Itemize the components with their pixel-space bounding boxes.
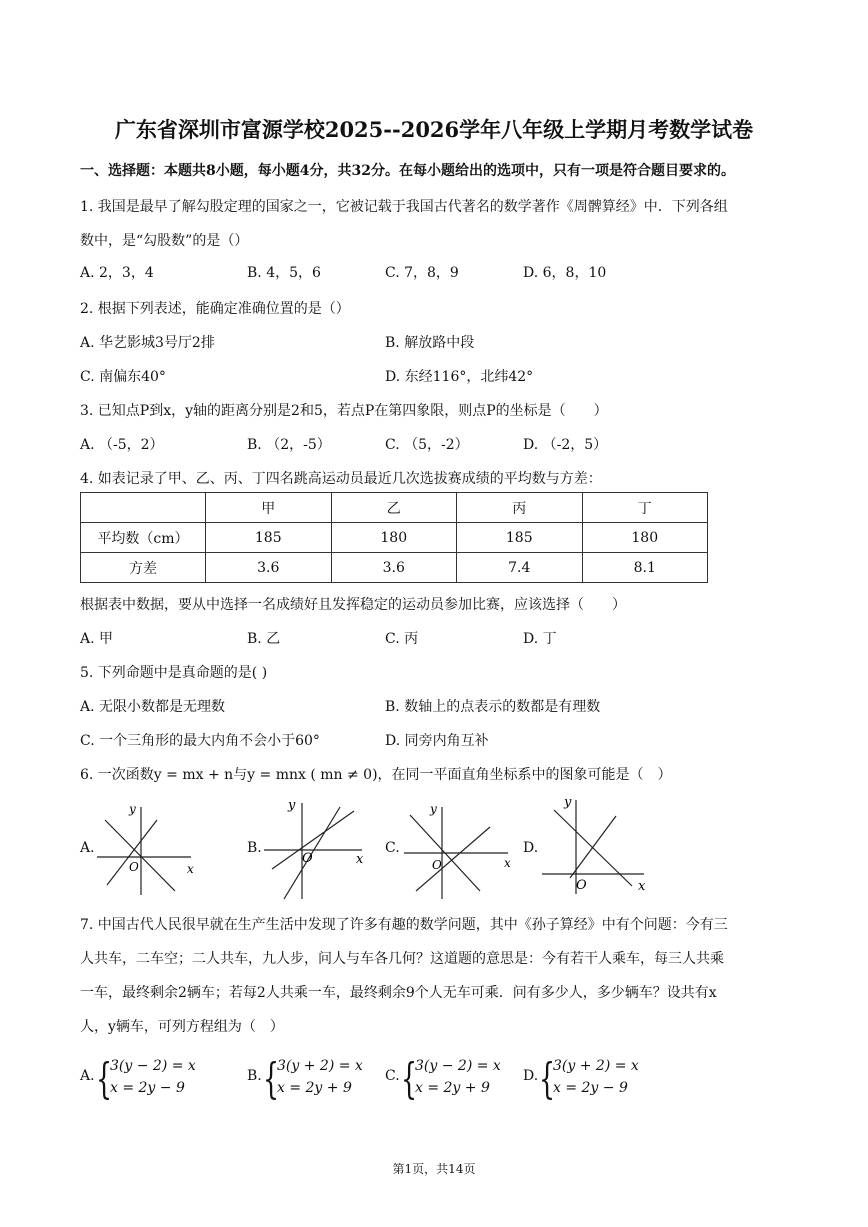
q2-stem: 2. 根据下列表述，能确定准确位置的是（） [80,301,350,317]
option-label: A. [80,1068,95,1084]
brace-icon: { [401,1054,418,1103]
table-cell: 180 [582,523,708,553]
page-footer: 第1页，共14页 [392,1162,476,1176]
equation-2: x = 2y − 9 [553,1080,628,1096]
q3-option-d: D. （-2，5） [523,437,608,453]
brace-icon: { [263,1054,280,1103]
q6-stem: 6. 一次函数y = mx + n与y = mnx ( mn ≠ 0)，在同一平面直角坐标系中的图象可能是（ ） [80,767,672,783]
equation-2: x = 2y + 9 [277,1080,352,1096]
q6-option-d-label: D. [523,840,539,856]
option-label: B. [247,1068,262,1084]
equation-1: 3(y − 2) = x [415,1058,501,1074]
q6-graph-c [398,795,516,900]
x-axis-label: x [504,856,511,870]
table-cell: 方差 [81,553,206,583]
q6-option-a-label: A. [80,840,95,856]
x-axis-label: x [356,852,364,867]
q3-option-b: B. （2，-5） [247,437,331,453]
table-header-cell: 丙 [457,493,583,523]
option-label: C. [385,1068,400,1084]
q4-option-d: D. 丁 [523,631,557,647]
table-header-row [81,493,708,523]
table-cell: 185 [457,523,583,553]
scores-table [80,492,708,583]
q5-option-c: C. 一个三角形的最大内角不会小于60° [80,733,320,749]
q2-option-c: C. 南偏东40° [80,369,166,385]
page-title: 广东省深圳市富源学校2025--2026学年八年级上学期月考数学试卷 [114,117,754,142]
section-heading: 一、选择题：本题共8小题，每小题4分，共32分。在每小题给出的选项中，只有一项是符合题目要求的。 [80,163,735,179]
equation-2: x = 2y + 9 [415,1080,490,1096]
y-axis-label: y [564,795,572,810]
equation-1: 3(y + 2) = x [553,1058,639,1074]
brace-icon: { [539,1054,556,1103]
q1-option-d: D. 6，8，10 [523,265,607,281]
q5-option-b: B. 数轴上的点表示的数都是有理数 [385,699,601,715]
table-cell: 3.6 [331,553,457,583]
q7-line3: 一车，最终剩余2辆车；若每2人共乘一车，最终剩余9个人无车可乘．问有多少人，多少辆车？设共有x [80,985,717,1001]
origin-label: O [129,860,139,874]
q7-option-b [247,1054,377,1104]
q1-option-c: C. 7，8，9 [385,265,459,281]
origin-label: O [432,858,442,872]
q6-graph-b [262,795,380,900]
brace-icon: { [96,1054,113,1103]
equation-2: x = 2y − 9 [110,1080,185,1096]
q3-option-a: A. （-5，2） [80,437,164,453]
table-cell: 7.4 [457,553,583,583]
q2-option-d: D. 东经116°，北纬42° [385,369,534,385]
q6-option-c-label: C. [385,840,400,856]
equation-1: 3(y − 2) = x [110,1058,196,1074]
q1-option-b: B. 4，5，6 [247,265,321,281]
q6-graph-a [95,795,215,900]
x-axis-label: x [187,862,194,876]
table-row [81,523,708,553]
table-header-cell: 乙 [331,493,457,523]
q3-option-c: C. （5，-2） [385,437,469,453]
q4-stem: 4. 如表记录了甲、乙、丙、丁四名跳高运动员最近几次选拔赛成绩的平均数与方差： [80,471,602,487]
x-axis-label: x [638,879,646,894]
y-axis-label: y [129,802,136,816]
q5-stem: 5. 下列命题中是真命题的是( ) [80,665,268,681]
equation-1: 3(y + 2) = x [277,1058,363,1074]
q2-option-a: A. 华艺影城3号厅2排 [80,335,215,351]
q7-line4: 人，y辆车，可列方程组为（ ） [80,1019,284,1035]
q4-option-c: C. 丙 [385,631,419,647]
option-label: D. [523,1068,539,1084]
origin-label: O [302,851,313,866]
y-axis-label: y [288,798,296,813]
q1-stem-line2: 数中，是“勾股数”的是（） [80,233,249,249]
table-cell: 8.1 [582,553,708,583]
q4-option-b: B. 乙 [247,631,281,647]
q5-option-a: A. 无限小数都是无理数 [80,699,226,715]
q7-option-c [385,1054,515,1104]
q5-option-d: D. 同旁内角互补 [385,733,489,749]
table-row [81,553,708,583]
table-header-cell [81,493,206,523]
q1-option-a: A. 2，3，4 [80,265,154,281]
q4-option-a: A. 甲 [80,631,114,647]
q7-option-a [80,1054,230,1104]
q6-graph-d [540,790,658,898]
q7-line2: 人共车，二车空；二人共车，九人步，问人与车各几何？这道题的意思是：今有若干人乘车，每三人共乘 [80,951,724,967]
q6-option-b-label: B. [247,840,262,856]
q4-followup: 根据表中数据，要从中选择一名成绩好且发挥稳定的运动员参加比赛，应该选择（ ） [80,597,626,613]
table-cell: 180 [331,523,457,553]
table-cell: 185 [206,523,332,553]
y-axis-label: y [430,802,437,816]
table-cell: 平均数（cm） [81,523,206,553]
q7-option-d [523,1054,653,1104]
q1-stem-line1: 1. 我国是最早了解勾股定理的国家之一，它被记载于我国古代著名的数学著作《周髀算经》中．下列各组 [80,199,728,215]
q2-option-b: B. 解放路中段 [385,335,475,351]
q7-line1: 7. 中国古代人民很早就在生产生活中发现了许多有趣的数学问题，其中《孙子算经》中有个问题：今有三 [80,917,728,933]
origin-label: O [576,878,587,893]
table-cell: 3.6 [206,553,332,583]
table-header-cell: 甲 [206,493,332,523]
table-header-cell: 丁 [582,493,708,523]
q3-stem: 3. 已知点P到x，y轴的距离分别是2和5，若点P在第四象限，则点P的坐标是（ ） [80,403,608,419]
